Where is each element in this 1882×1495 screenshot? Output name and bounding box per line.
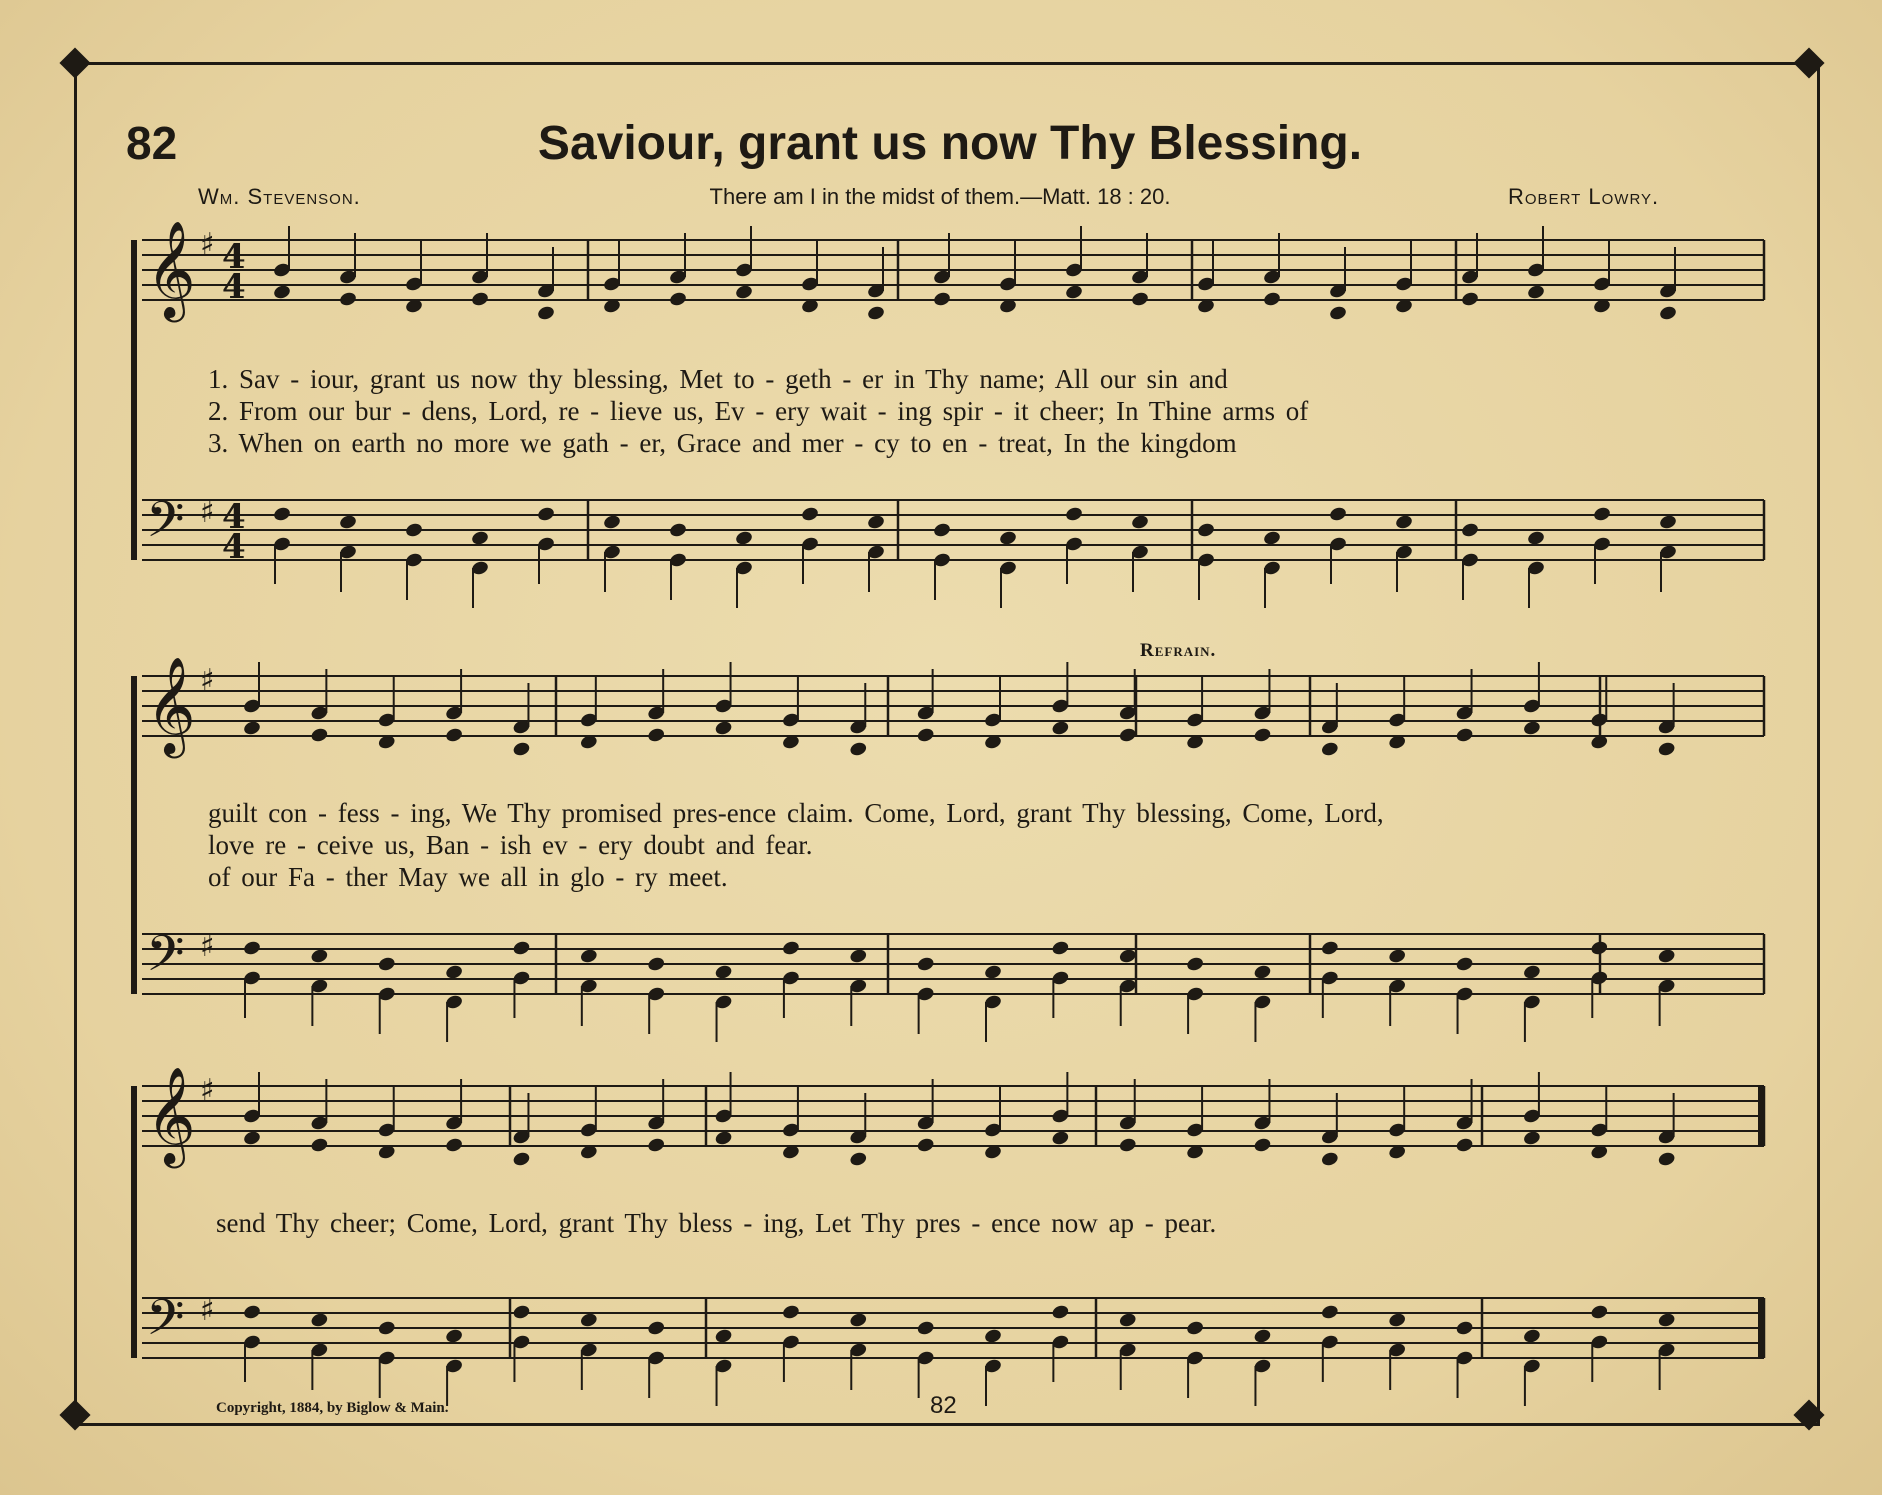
note-head — [983, 964, 1002, 981]
note-head — [445, 727, 464, 744]
lyric-line-2-1: guilt con - fess - ing, We Thy promised pres-ence claim. Come, Lord, grant Thy blessing, Come, Lord, — [208, 798, 1384, 828]
note-head — [849, 948, 868, 965]
note-head — [404, 522, 423, 539]
note-head — [445, 1328, 464, 1345]
note-head — [242, 720, 261, 737]
note-head — [1253, 964, 1272, 981]
note-head — [1253, 1137, 1272, 1154]
lyric-line-1-2: 2. From our bur - dens, Lord, re - lieve us, Ev - ery wait - ing spir - it cheer; In Thine arms of — [208, 396, 1309, 426]
refrain-label: Refrain. — [1140, 640, 1217, 661]
note-head — [1526, 284, 1545, 301]
note-head — [1118, 948, 1137, 965]
lyric-line-3-1: send Thy cheer; Come, Lord, grant Thy bless - ing, Let Thy pres - ence now ap - pear. — [216, 1208, 1217, 1238]
note-head — [1455, 956, 1474, 973]
note-head — [536, 305, 555, 322]
note-head — [1388, 1312, 1407, 1329]
note-head — [1460, 522, 1479, 539]
note-head — [377, 1320, 396, 1337]
note-head — [1186, 956, 1205, 973]
note-head — [1328, 305, 1347, 322]
note-head — [1051, 1130, 1070, 1147]
lyric-line-2-2: love re - ceive us, Ban - ish ev - ery doubt and fear. — [208, 830, 813, 860]
note-head — [1522, 964, 1541, 981]
note-head — [512, 940, 531, 957]
note-head — [983, 1328, 1002, 1345]
bass-clef-icon: 𝄢 — [146, 491, 185, 561]
note-head — [1455, 727, 1474, 744]
note-head — [998, 530, 1017, 547]
final-barline — [1758, 1086, 1765, 1146]
note-head — [338, 514, 357, 531]
note-head — [849, 741, 868, 758]
note-head — [1118, 1137, 1137, 1154]
note-head — [377, 956, 396, 973]
note-head — [1328, 506, 1347, 523]
note-head — [800, 506, 819, 523]
note-head — [714, 720, 733, 737]
note-head — [781, 940, 800, 957]
time-signature-digit: 4 — [222, 527, 246, 567]
bass-clef-icon: 𝄢 — [146, 1289, 185, 1359]
note-head — [272, 506, 291, 523]
note-head — [272, 284, 291, 301]
note-head — [916, 727, 935, 744]
note-head — [310, 727, 329, 744]
note-head — [1253, 727, 1272, 744]
note-head — [1320, 940, 1339, 957]
note-head — [242, 1304, 261, 1321]
note-head — [1320, 741, 1339, 758]
final-barline — [1758, 1298, 1765, 1358]
note-head — [1522, 1130, 1541, 1147]
note-head — [1455, 1320, 1474, 1337]
treble-clef-icon: 𝄞 — [146, 220, 196, 318]
note-head — [1118, 727, 1137, 744]
lyric-line-1-3: 3. When on earth no more we gath - er, Grace and mer - cy to en - treat, In the kingdom — [208, 428, 1237, 458]
note-head — [714, 1130, 733, 1147]
sharp-icon: ♯ — [200, 227, 215, 262]
composer-credit: Robert Lowry. — [1508, 184, 1660, 209]
note-head — [242, 1130, 261, 1147]
note-head — [470, 291, 489, 308]
note-head — [445, 964, 464, 981]
page-number: 82 — [930, 1392, 957, 1419]
note-head — [1460, 291, 1479, 308]
note-head — [1051, 940, 1070, 957]
treble-clef-icon: 𝄞 — [146, 1066, 196, 1164]
sharp-icon: ♯ — [200, 663, 215, 698]
note-head — [714, 964, 733, 981]
note-head — [647, 1320, 666, 1337]
note-head — [866, 305, 885, 322]
note-head — [242, 940, 261, 957]
note-head — [1526, 530, 1545, 547]
note-head — [1320, 1151, 1339, 1168]
sharp-icon: ♯ — [200, 929, 215, 964]
note-head — [1186, 1320, 1205, 1337]
note-head — [1388, 948, 1407, 965]
note-head — [647, 956, 666, 973]
time-signature-digit: 4 — [222, 267, 246, 307]
note-head — [1658, 305, 1677, 322]
note-head — [579, 948, 598, 965]
note-head — [1394, 514, 1413, 531]
note-head — [1051, 720, 1070, 737]
note-head — [310, 1312, 329, 1329]
note-head — [338, 291, 357, 308]
note-head — [1657, 948, 1676, 965]
note-head — [1130, 291, 1149, 308]
note-head — [1130, 514, 1149, 531]
note-head — [1262, 291, 1281, 308]
note-head — [470, 530, 489, 547]
note-head — [668, 522, 687, 539]
note-head — [1592, 506, 1611, 523]
note-head — [647, 727, 666, 744]
note-head — [1657, 1151, 1676, 1168]
copyright-notice: Copyright, 1884, by Biglow & Main. — [216, 1400, 449, 1416]
note-head — [310, 1137, 329, 1154]
scripture-reference: There am I in the midst of them.—Matt. 18 : 20. — [709, 184, 1171, 209]
note-head — [1522, 1328, 1541, 1345]
time-signature-digit: 4 — [222, 497, 246, 537]
note-head — [1455, 1137, 1474, 1154]
note-head — [1657, 741, 1676, 758]
note-head — [536, 506, 555, 523]
note-head — [916, 956, 935, 973]
note-head — [734, 284, 753, 301]
note-head — [602, 514, 621, 531]
note-head — [734, 530, 753, 547]
note-head — [512, 1304, 531, 1321]
hymn-title: Saviour, grant us now Thy Blessing. — [537, 117, 1363, 170]
treble-clef-icon: 𝄞 — [146, 656, 196, 754]
note-head — [1118, 1312, 1137, 1329]
note-head — [310, 948, 329, 965]
bass-clef-icon: 𝄢 — [146, 925, 185, 995]
note-head — [668, 291, 687, 308]
note-head — [849, 1312, 868, 1329]
time-signature-digit: 4 — [222, 237, 246, 277]
note-head — [916, 1137, 935, 1154]
note-head — [1196, 522, 1215, 539]
note-head — [579, 1312, 598, 1329]
note-head — [445, 1137, 464, 1154]
note-head — [1590, 1304, 1609, 1321]
note-head — [1658, 514, 1677, 531]
note-head — [1590, 940, 1609, 957]
note-head — [512, 1151, 531, 1168]
note-head — [1262, 530, 1281, 547]
note-head — [866, 514, 885, 531]
sharp-icon: ♯ — [200, 1293, 215, 1328]
sharp-icon: ♯ — [200, 495, 215, 530]
note-head — [1320, 1304, 1339, 1321]
lyric-line-1-1: 1. Sav - iour, grant us now thy blessing, Met to - geth - er in Thy name; All our sin and — [208, 364, 1228, 394]
hymn-number: 82 — [126, 117, 178, 169]
author-credit: Wm. Stevenson. — [198, 184, 361, 209]
note-head — [1522, 720, 1541, 737]
note-head — [1064, 506, 1083, 523]
note-head — [1657, 1312, 1676, 1329]
note-head — [1051, 1304, 1070, 1321]
note-head — [849, 1151, 868, 1168]
note-head — [1064, 284, 1083, 301]
note-head — [512, 741, 531, 758]
note-head — [714, 1328, 733, 1345]
note-head — [932, 291, 951, 308]
sharp-icon: ♯ — [200, 1073, 215, 1108]
note-head — [647, 1137, 666, 1154]
note-head — [781, 1304, 800, 1321]
lyric-line-2-3: of our Fa - ther May we all in glo - ry meet. — [208, 862, 728, 892]
note-head — [916, 1320, 935, 1337]
note-head — [1253, 1328, 1272, 1345]
note-head — [932, 522, 951, 539]
